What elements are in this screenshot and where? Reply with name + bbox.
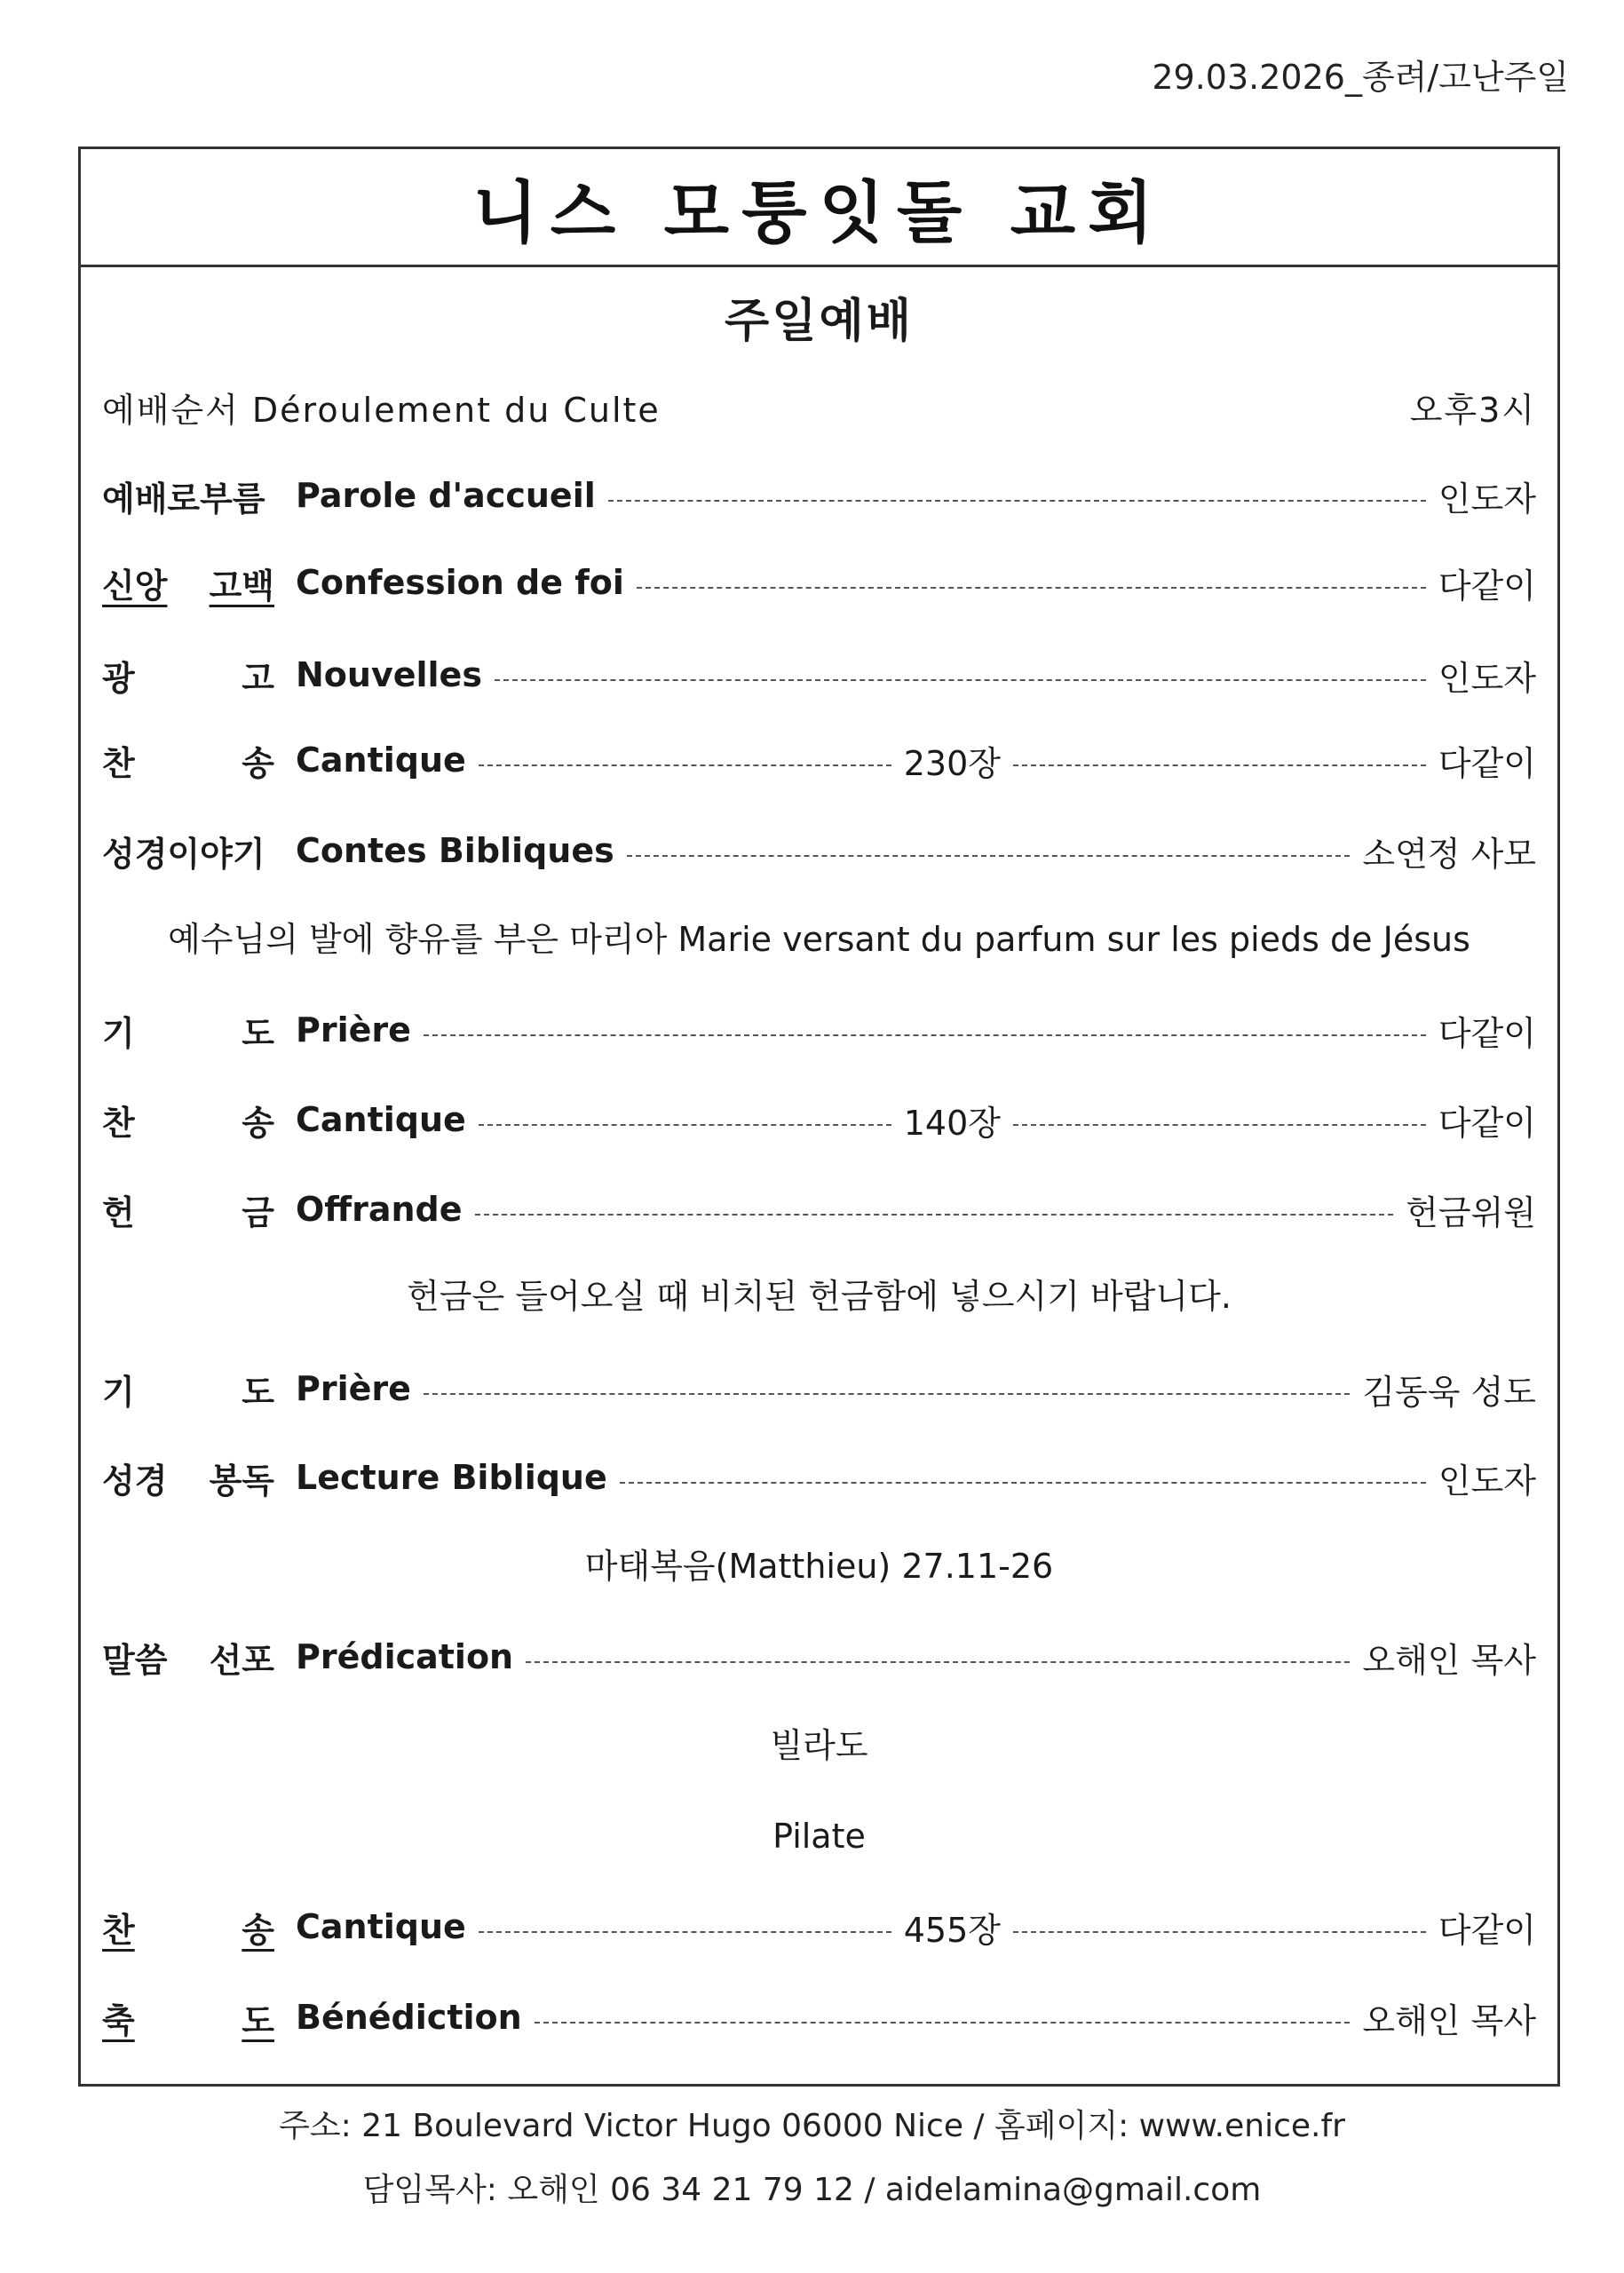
order-item [102,556,1536,609]
item-leader: 다같이 [1438,566,1536,606]
leader-dots [424,1393,1350,1395]
item-korean-label [102,558,274,607]
item-korean-part: 도 [242,1372,274,1412]
leader-dots [627,855,1351,857]
order-item [102,1900,1536,1953]
leader-dots [526,1661,1350,1663]
item-korean-label [102,736,274,785]
order-header [102,380,1536,433]
leader-dots [1013,1124,1426,1126]
item-korean-label [102,471,274,520]
leader-dots [475,1214,1394,1216]
item-korean-part: 신앙 [102,566,168,606]
item-leader: 인도자 [1438,1461,1536,1501]
item-korean-part: 송 [242,743,274,783]
item-french-label: Lecture Biblique [296,1458,607,1497]
leader-dots [608,500,1426,502]
leader-dots [637,587,1426,589]
item-french-label: Contes Bibliques [296,831,614,870]
item-leader: 김동욱 성도 [1362,1372,1536,1412]
item-french-label: Cantique [296,741,466,780]
item-korean-part: 송 [242,1910,274,1950]
item-leader: 오해인 목사 [1362,2000,1536,2040]
footer-pastor-contact: 담임목사: 오해인 06 34 21 79 12 / aidelamina@gmail.com [362,2172,1262,2208]
item-korean-label [102,1096,274,1144]
offering-note: 헌금은 들어오실 때 비치된 헌금함에 넣으시기 바랍니다. [407,1277,1232,1316]
item-leader: 헌금위원 [1406,1192,1536,1232]
item-leader: 다같이 [1438,1910,1536,1950]
item-french-label: Prière [296,1010,411,1049]
item-leader: 소연정 사모 [1362,834,1536,874]
item-korean-part: 고백 [209,566,274,606]
order-item [102,1183,1536,1236]
item-french-label: Nouvelles [296,655,482,694]
item-french-label: Bénédiction [296,1998,522,2037]
item-korean-part: 찬 [102,743,135,783]
item-korean-part: 예배로부름 [102,479,265,519]
hymn-number: 230장 [903,743,1001,783]
title-box [81,149,1557,267]
leader-dots [479,764,891,766]
date-label: 29.03.2026_종려/고난주일 [1152,58,1569,97]
leader-dots [479,1124,891,1126]
item-korean-label [102,1903,274,1952]
order-item [102,469,1536,522]
item-leader: 다같이 [1438,1103,1536,1143]
leader-dots [424,1034,1426,1036]
order-item [102,1093,1536,1146]
leader-dots [535,2022,1351,2024]
item-korean-part: 도 [242,2000,274,2040]
item-leader: 인도자 [1438,658,1536,698]
item-korean-part: 성경 [102,1461,168,1501]
order-header-time: 오후3시 [1409,390,1536,430]
item-korean-part: 기 [102,1372,135,1412]
church-name: 니스 모퉁잇돌 교회 [472,172,1166,252]
order-item [102,648,1536,701]
item-korean-label [102,1006,274,1055]
item-french-label: Prédication [296,1637,514,1676]
item-korean-label [102,1633,274,1682]
item-korean-part: 찬 [102,1910,135,1950]
item-leader: 인도자 [1438,479,1536,519]
item-korean-part: 고 [242,658,274,698]
item-french-label: Cantique [296,1907,466,1946]
hymn-number: 140장 [903,1103,1001,1143]
item-french-label: Cantique [296,1100,466,1139]
order-item [102,824,1536,877]
item-french-label: Parole d'accueil [296,476,596,515]
order-item [102,1362,1536,1415]
item-french-label: Prière [296,1369,411,1408]
sermon-title-korean: 빌라도 [770,1726,868,1765]
item-korean-part: 송 [242,1103,274,1143]
leader-dots [1013,1931,1426,1933]
item-korean-part: 도 [242,1013,274,1053]
item-korean-part: 기 [102,1013,135,1053]
scripture-reference: 마태복음(Matthieu) 27.11-26 [584,1547,1054,1586]
item-korean-part: 찬 [102,1103,135,1143]
sermon-title-french: Pilate [772,1817,866,1856]
order-item [102,1630,1536,1683]
item-korean-part: 금 [242,1192,274,1232]
item-korean-part: 광 [102,658,135,698]
item-french-label: Offrande [296,1190,463,1229]
item-korean-part: 선포 [209,1640,274,1680]
order-item [102,1991,1536,2044]
service-title: 주일예배 [725,295,914,348]
item-korean-part: 축 [102,2000,135,2040]
footer-address: 주소: 21 Boulevard Victor Hugo 06000 Nice / 홈페이지: www.enice.fr [279,2108,1345,2144]
story-subtitle: 예수님의 발에 향유를 부은 마리아 Marie versant du parfum sur les pieds de Jésus [168,920,1470,959]
order-header-left: 예배순서 Déroulement du Culte [102,390,661,430]
item-korean-label [102,1365,274,1414]
leader-dots [479,1931,891,1933]
item-korean-label [102,827,274,875]
leader-dots [620,1482,1426,1484]
item-korean-label [102,1185,274,1234]
bulletin-frame [78,147,1560,2087]
item-leader: 다같이 [1438,1013,1536,1053]
item-korean-part: 봉독 [209,1461,274,1501]
order-item [102,1451,1536,1504]
item-korean-label [102,1993,274,2042]
item-korean-label [102,651,274,700]
order-item [102,733,1536,787]
order-item [102,1003,1536,1057]
item-korean-part: 성경이야기 [102,834,265,874]
item-leader: 다같이 [1438,743,1536,783]
item-korean-part: 말씀 [102,1640,168,1680]
item-leader: 오해인 목사 [1362,1640,1536,1680]
leader-dots [1013,764,1426,766]
leader-dots [495,679,1426,681]
item-korean-label [102,1453,274,1502]
hymn-number: 455장 [903,1910,1001,1950]
item-french-label: Confession de foi [296,563,624,602]
item-korean-part: 헌 [102,1192,135,1232]
